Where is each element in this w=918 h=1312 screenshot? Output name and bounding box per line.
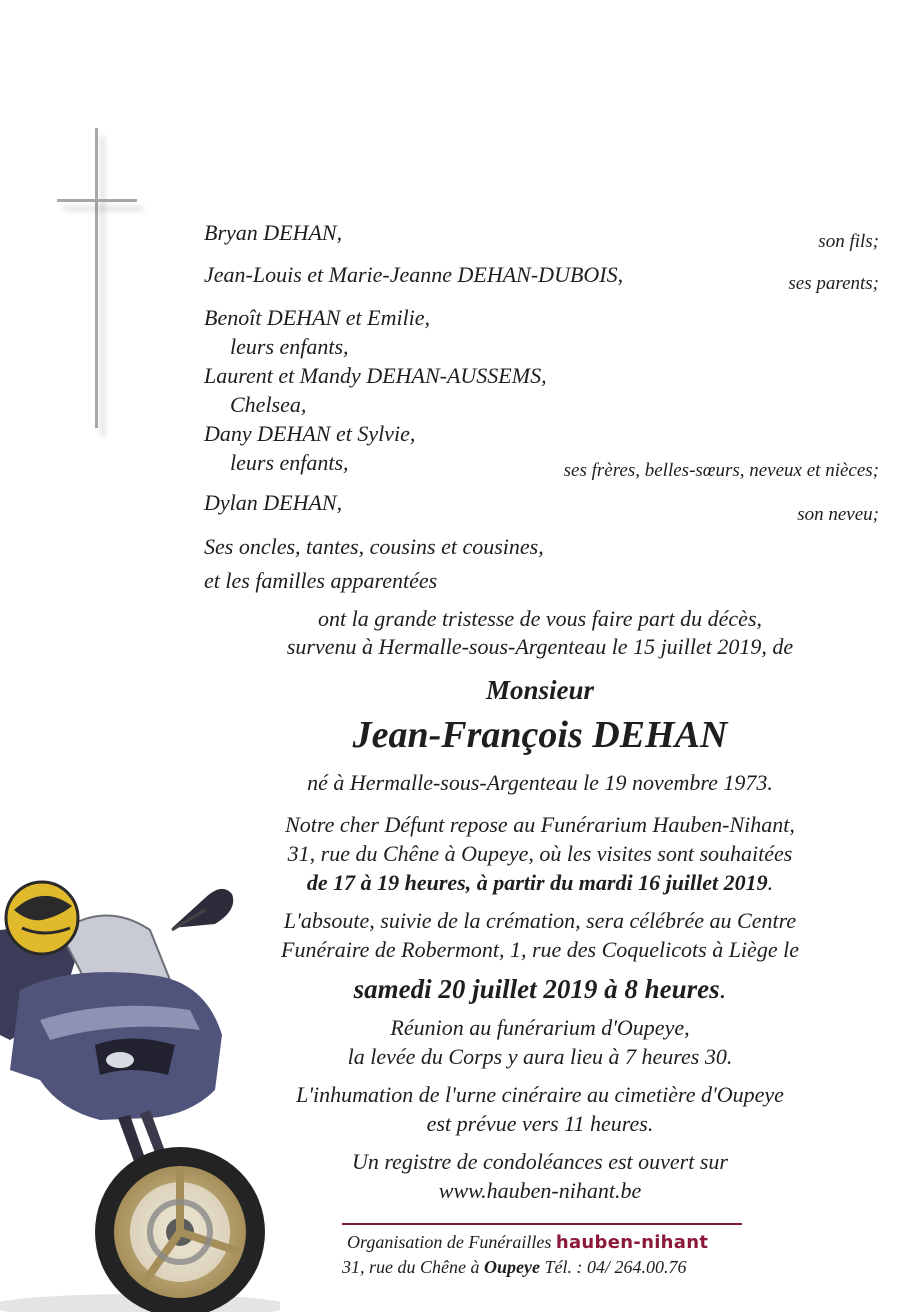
family-member-benoit: Benoît DEHAN et Emilie,	[204, 305, 431, 330]
visits-line-1: Notre cher Défunt repose au Funérarium Hauben-Nihant,	[285, 812, 795, 837]
burial-line-1: L'inhumation de l'urne cinéraire au cimetière d'Oupeye	[296, 1082, 784, 1107]
announcement-line-2: survenu à Hermalle-sous-Argenteau le 15 juillet 2019, de	[286, 634, 794, 659]
footer-org-label: Organisation de Funérailles	[347, 1232, 552, 1252]
deceased-name: Jean-François DEHAN	[352, 714, 728, 756]
relation-parents: ses parents;	[788, 273, 879, 294]
relation-nephew: son neveu;	[797, 504, 879, 525]
meeting-line-2: la levée du Corps y aura lieu à 7 heures 30.	[347, 1044, 733, 1069]
footer-address	[342, 1258, 686, 1276]
burial-line-2: est prévue vers 11 heures.	[426, 1111, 654, 1136]
relation-siblings: ses frères, belles-sœurs, neveux et nièces;	[563, 460, 879, 481]
family-related: et les familles apparentées	[204, 568, 438, 593]
ceremony-line-2: Funéraire de Robermont, 1, rue des Coquelicots à Liège le	[281, 937, 799, 962]
announcement-line-1: ont la grande tristesse de vous faire part du décès,	[317, 606, 763, 631]
relation-son: son fils;	[818, 231, 879, 252]
family-member-laurent-children: Chelsea,	[230, 392, 307, 417]
family-extended: Ses oncles, tantes, cousins et cousines,	[204, 534, 544, 559]
deceased-title: Monsieur	[485, 675, 595, 705]
footer-divider	[342, 1223, 742, 1225]
footer-phone: Tél. : 04/ 264.00.76	[544, 1257, 687, 1277]
register-url: www.hauben-nihant.be	[438, 1178, 642, 1203]
motorcycle-image	[0, 870, 280, 1312]
visits-hours-period: .	[767, 870, 774, 895]
family-member-dylan: Dylan DEHAN,	[204, 490, 343, 515]
footer-address-city: Oupeye	[483, 1257, 540, 1277]
family-member-dany-children: leurs enfants,	[230, 450, 349, 475]
brand-logo: hauben-nihant	[555, 1232, 709, 1253]
register-line: Un registre de condoléances est ouvert sur	[352, 1149, 728, 1174]
footer-organisation	[347, 1233, 708, 1253]
birth-info: né à Hermalle-sous-Argenteau le 19 novembre 1973.	[307, 770, 773, 795]
family-member-bryan: Bryan DEHAN,	[204, 220, 343, 245]
ceremony-date-period: .	[719, 974, 727, 1004]
family-member-benoit-children: leurs enfants,	[230, 334, 349, 359]
family-member-dany: Dany DEHAN et Sylvie,	[204, 421, 416, 446]
visits-hours: de 17 à 19 heures, à partir du mardi 16 juillet 2019	[306, 870, 768, 895]
ceremony-date: samedi 20 juillet 2019 à 8 heures	[353, 974, 720, 1004]
ceremony-line-1: L'absoute, suivie de la crémation, sera célébrée au Centre	[283, 908, 797, 933]
family-member-parents: Jean-Louis et Marie-Jeanne DEHAN-DUBOIS,	[204, 262, 624, 287]
visits-line-2: 31, rue du Chêne à Oupeye, où les visites sont souhaitées	[287, 841, 793, 866]
meeting-line-1: Réunion au funérarium d'Oupeye,	[390, 1015, 690, 1040]
footer-address-prefix: 31, rue du Chêne à	[342, 1257, 480, 1277]
family-member-laurent: Laurent et Mandy DEHAN-AUSSEMS,	[204, 363, 547, 388]
